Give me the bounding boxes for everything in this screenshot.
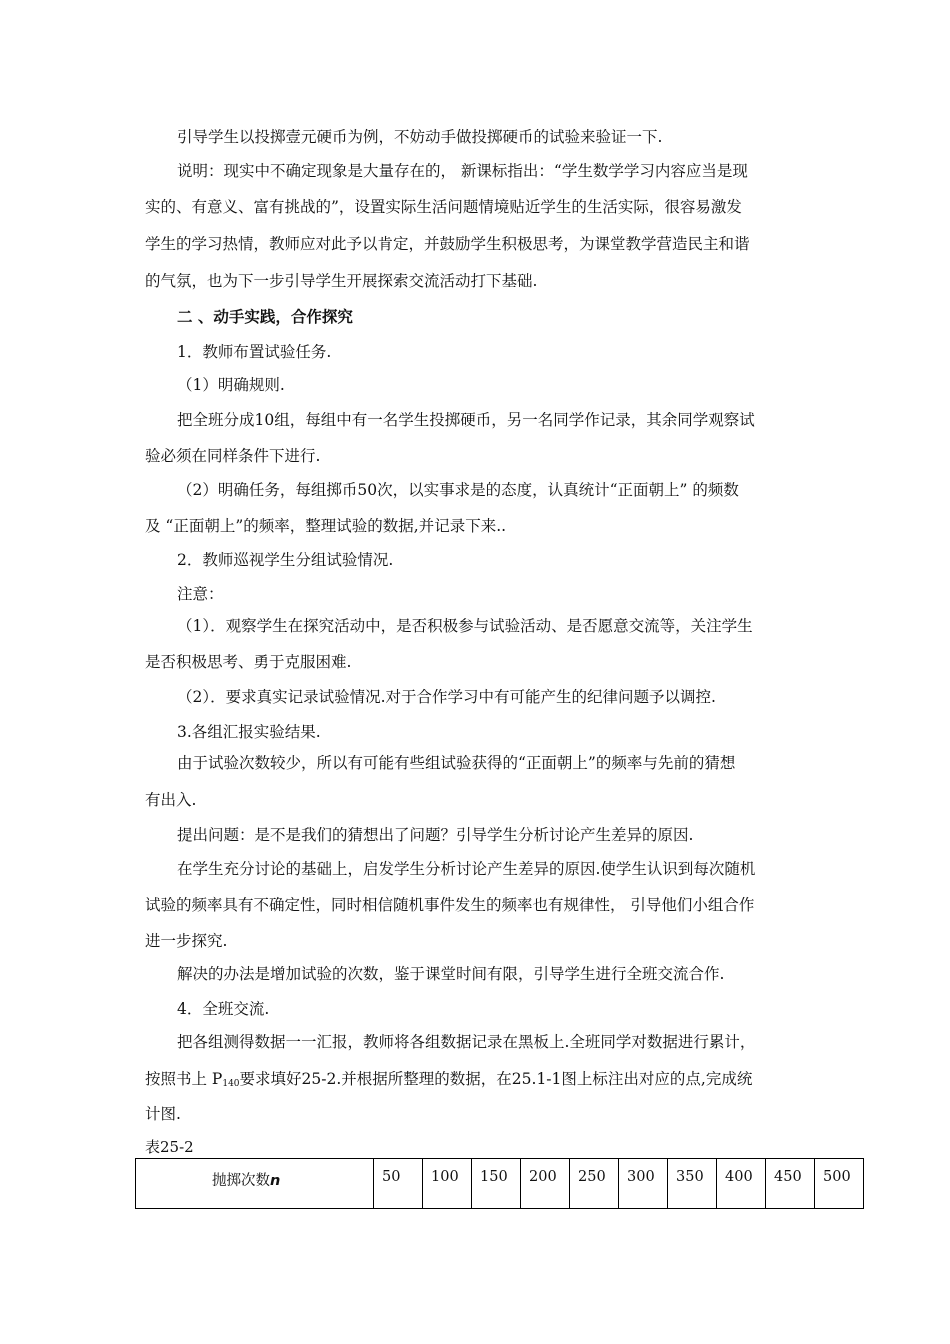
paragraph-line xyxy=(145,1069,752,1094)
paragraph-line: 在学生充分讨论的基础上，启发学生分析讨论产生差异的原因.使学生认识到每次随机 xyxy=(177,860,756,878)
paragraph-line: 试验的频率具有不确定性，同时相信随机事件发生的频率也有规律性， 引导他们小组合作 xyxy=(145,896,755,914)
paragraph-line: 4．全班交流. xyxy=(177,1000,270,1018)
table-header-cell xyxy=(136,1159,374,1209)
paragraph-line: 引导学生以投掷壹元硬币为例，不妨动手做投掷硬币的试验来验证一下. xyxy=(177,128,663,146)
paragraph-line: 1．教师布置试验任务. xyxy=(177,343,332,361)
paragraph-line: 注意： xyxy=(177,585,224,603)
paragraph-line: （1）明确规则. xyxy=(177,376,285,394)
table-cell: 50 xyxy=(374,1159,423,1209)
text-run: 要求填好25-2.并根据所整理的数据，在25.1-1图上标注出对应的点,完成统 xyxy=(239,1070,753,1088)
paragraph-line: 学生的学习热情，教师应对此予以肯定，并鼓励学生积极思考，为课堂教学营造民主和谐 xyxy=(145,235,750,253)
paragraph-line: 计图. xyxy=(145,1105,181,1123)
paragraph-line: 说明：现实中不确定现象是大量存在的， 新课标指出：“学生数学学习内容应当是现 xyxy=(177,162,748,180)
table-caption: 表25-2 xyxy=(145,1138,194,1156)
paragraph-line: （1）．观察学生在探究活动中，是否积极参与试验活动、是否愿意交流等，关注学生 xyxy=(177,617,753,635)
table-cell: 500 xyxy=(815,1159,864,1209)
table-cell: 150 xyxy=(472,1159,521,1209)
paragraph-line: 的气氛，也为下一步引导学生开展探索交流活动打下基础. xyxy=(145,272,538,290)
paragraph-line: 提出问题：是不是我们的猜想出了问题？引导学生分析讨论产生差异的原因. xyxy=(177,826,694,844)
table-row xyxy=(136,1159,864,1209)
section-heading: 二 、动手实践，合作探究 xyxy=(177,307,353,326)
data-table xyxy=(135,1158,864,1209)
table-cell: 350 xyxy=(668,1159,717,1209)
table-cell: 300 xyxy=(619,1159,668,1209)
text-run: 按照书上 P xyxy=(145,1070,223,1088)
page-subscript: 140 xyxy=(222,1079,240,1089)
paragraph-line: 是否积极思考、勇于克服困难. xyxy=(145,653,352,671)
paragraph-line: 2．教师巡视学生分组试验情况. xyxy=(177,551,394,569)
paragraph-line: 及 “正面朝上”的频率，整理试验的数据,并记录下来.. xyxy=(145,517,507,535)
paragraph-line: （2）．要求真实记录试验情况.对于合作学习中有可能产生的纪律问题予以调控. xyxy=(177,688,716,706)
table-cell: 200 xyxy=(521,1159,570,1209)
table-cell: 400 xyxy=(717,1159,766,1209)
paragraph-line: 解决的办法是增加试验的次数，鉴于课堂时间有限，引导学生进行全班交流合作. xyxy=(177,965,725,983)
table-cell: 100 xyxy=(423,1159,472,1209)
paragraph-line: 有出入. xyxy=(145,791,197,809)
header-variable: n xyxy=(270,1173,281,1189)
paragraph-line: 实的、有意义、富有挑战的”，设置实际生活问题情境贴近学生的生活实际，很容易激发 xyxy=(145,198,742,216)
paragraph-line: 进一步探究. xyxy=(145,932,228,950)
header-label: 抛掷次数 xyxy=(212,1173,270,1189)
table-cell: 450 xyxy=(766,1159,815,1209)
paragraph-line: 把各组测得数据一一汇报，教师将各组数据记录在黑板上.全班同学对数据进行累计， xyxy=(177,1033,756,1051)
table-cell: 250 xyxy=(570,1159,619,1209)
paragraph-line: 把全班分成10组，每组中有一名学生投掷硬币，另一名同学作记录，其余同学观察试 xyxy=(177,411,755,429)
paragraph-line: （2）明确任务，每组掷币50次，以实事求是的态度，认真统计“正面朝上” 的频数 xyxy=(177,481,739,499)
paragraph-line: 验必须在同样条件下进行. xyxy=(145,447,321,465)
paragraph-line: 由于试验次数较少，所以有可能有些组试验获得的“正面朝上”的频率与先前的猜想 xyxy=(177,754,736,772)
paragraph-line: 3.各组汇报实验结果. xyxy=(177,723,321,741)
